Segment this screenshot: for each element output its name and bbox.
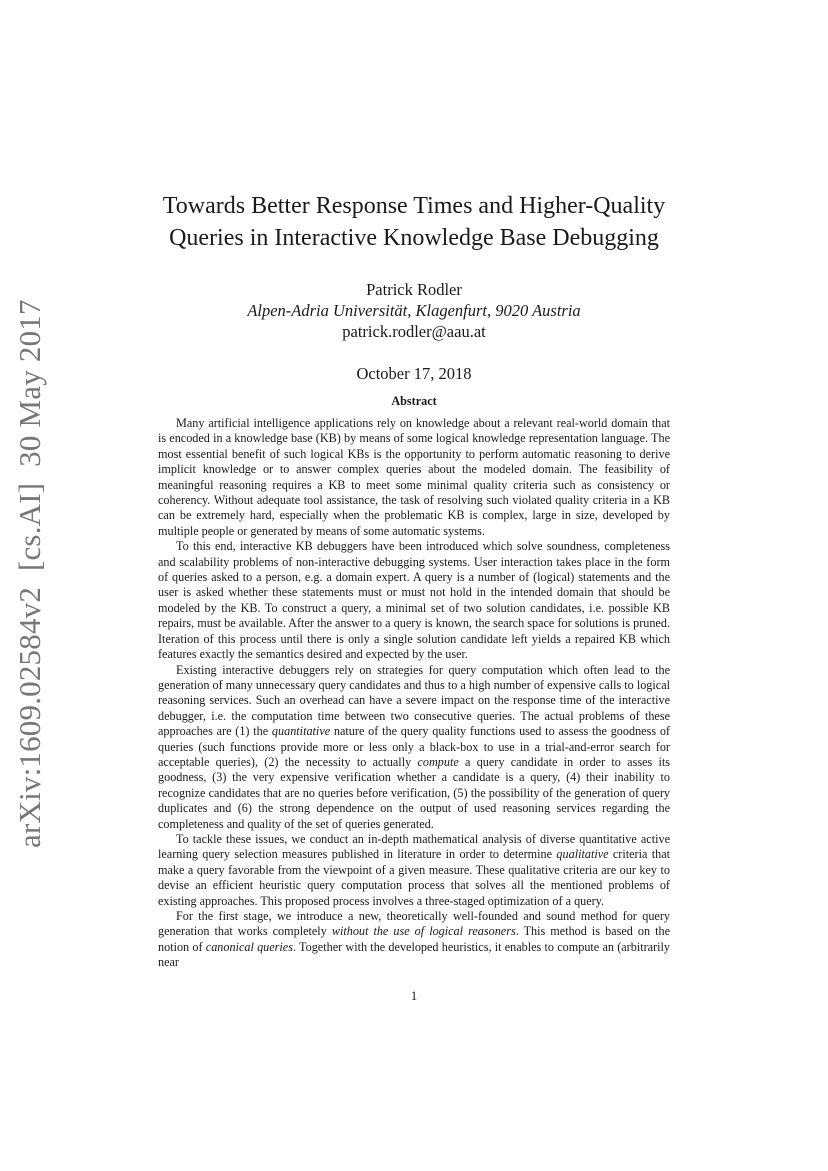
emphasis-qualitative: qualitative bbox=[556, 847, 609, 862]
abstract-p4-text-b: criteria that make a query favorable from the viewpoint of a given measure. These qualitative criteria are our key to devise an efficient heuristic query computation process that solves all the mentioned problems of existing approaches. This proposed process involves a three-staged optimization of a query. bbox=[158, 847, 671, 908]
abstract-paragraph-5 bbox=[158, 909, 670, 971]
author-name: Patrick Rodler bbox=[366, 280, 462, 299]
abstract-paragraph-2 bbox=[158, 539, 670, 662]
abstract-section bbox=[158, 394, 670, 971]
abstract-heading: Abstract bbox=[391, 394, 437, 408]
title-line-1: Towards Better Response Times and Higher-Quality bbox=[162, 193, 666, 219]
abstract-p1-text: Many artificial intelligence applications rely on knowledge about a relevant real-world domain that is encoded in a knowledge base (KB) by means of some logical knowledge representation language. The most essential benefit of such logical KBs is the opportunity to perform automatic reasoning to derive implicit knowledge or to answer complex queries about the modeled domain. The feasibility of meaningful reasoning requires a KB to meet some minimal quality criteria such as consistency or coherency. Without adequate tool assistance, the task of resolving such violated quality criteria in a KB can be extremely hard, especially when the problematic KB is complex, large in size, developed by multiple people or generated by means of some automatic systems. bbox=[158, 416, 670, 538]
abstract-p3-text-a: Existing interactive debuggers rely on strategies for query computation which often lead to the generation of many unnecessary query candidates and thus to a high number of expensive calls to logical reasoning services. Such an overhead can have a severe impact on the response time of the interactive debugger, i.e. the computation time between two consecutive queries. The actual problems of these approaches are (1) the bbox=[158, 662, 670, 739]
emphasis-quantitative: quantitative bbox=[271, 724, 331, 739]
paper-date: October 17, 2018 bbox=[356, 364, 472, 383]
emphasis-compute: compute bbox=[417, 754, 459, 769]
author-affiliation: Alpen-Adria Universität, Klagenfurt, 9020 Austria bbox=[247, 301, 581, 320]
paper-title bbox=[0, 190, 828, 254]
emphasis-canonical-queries: canonical queries bbox=[205, 939, 293, 954]
abstract-p5-text-b: . This method is based on the notion of bbox=[158, 924, 670, 954]
abstract-p2-text: To this end, interactive KB debuggers have been introduced which solve soundness, completeness and scalability problems of non-interactive debugging systems. User interaction takes place in the form of queries asked to a person, e.g. a domain expert. A query is a number of (logical) statements and the user is asked whether these statements must or must not hold in the intended domain that should be modeled by the KB. To construct a query, a minimal set of two solution candidates, i.e. possible KB repairs, must be available. After the answer to a query is known, the search space for solutions is pruned. Iteration of this process until there is only a single solution candidate left yields a repaired KB which features exactly the semantics desired and expected by the user. bbox=[158, 539, 670, 662]
author-email: patrick.rodler@aau.at bbox=[342, 322, 486, 341]
paper-header bbox=[0, 190, 828, 384]
abstract-p4-text-a: To tackle these issues, we conduct an in-depth mathematical analysis of diverse quantitative active learning query selection measures published in literature in order to determine bbox=[158, 831, 670, 862]
abstract-p5-text-a: For the first stage, we introduce a new, theoretically well-founded and sound method for query generation that works completely bbox=[158, 909, 670, 939]
arxiv-identifier-stamp: arXiv:1609.02584v2 [cs.AI] 30 May 2017 bbox=[12, 299, 47, 848]
abstract-p3-text-c: a query candidate in order to asses its goodness, (3) the very expensive verification whether a candidate is a query, (4) their inability to recognize candidates that are no queries before verification, (5) the possibility of the generation of query duplicates and (6) the strong dependence on the output of used reasoning services regarding the completeness and quality of the set of queries generated. bbox=[158, 754, 671, 831]
abstract-p3-text-b: nature of the query quality functions used to assess the goodness of queries (such functions provide more or less only a black-box to use in a trial-and-error search for acceptable queries), (2) the necessity to actually bbox=[158, 724, 670, 769]
abstract-paragraph-1 bbox=[158, 416, 670, 539]
abstract-paragraph-3 bbox=[158, 663, 670, 832]
title-line-2: Queries in Interactive Knowledge Base Debugging bbox=[169, 225, 659, 251]
abstract-paragraph-4 bbox=[158, 832, 670, 909]
page-number: 1 bbox=[410, 988, 418, 1003]
emphasis-without-reasoners: without the use of logical reasoners bbox=[331, 924, 516, 939]
abstract-p5-text-c: . Together with the developed heuristics, it enables to compute an (arbitrarily near bbox=[158, 939, 670, 970]
